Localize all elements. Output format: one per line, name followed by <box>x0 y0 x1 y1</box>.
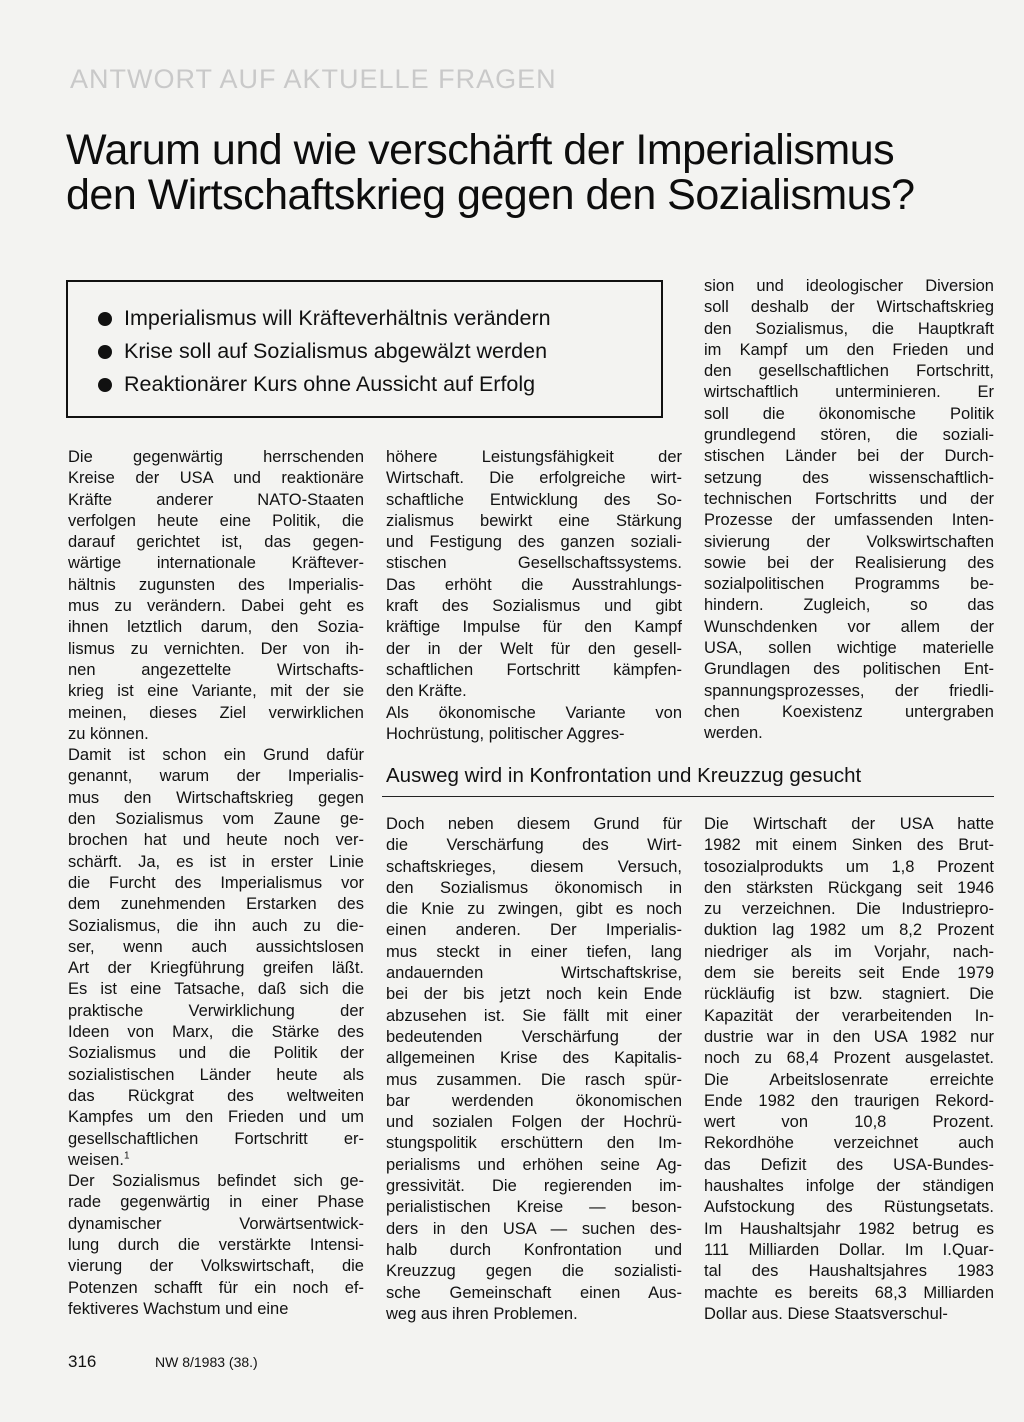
text-line: Kreise der USA und reaktionäre <box>68 469 364 488</box>
summary-item-text: Reaktionärer Kurs ohne Aussicht auf Erfolg <box>124 372 536 396</box>
text-line: Als ökonomische Variante von <box>386 703 682 722</box>
text-line: meinen, dieses Ziel verwirklichen <box>68 703 364 722</box>
text-line: Im Haushaltsjahr 1982 betrug es <box>704 1219 994 1238</box>
text-line: Doch neben diesem Grund für <box>386 815 682 833</box>
text-line: wärtige internationale Kräftever- <box>68 554 364 573</box>
text-line: Kapazität der verarbeitenden In- <box>704 1006 994 1025</box>
text-line: Der Sozialismus befindet sich ge- <box>68 1172 364 1191</box>
text-line: kräftige Impulse für den Kampf <box>386 618 682 637</box>
text-line: die Knie zu zwingen, gibt es noch <box>386 900 682 919</box>
text-line: ders in den USA — suchen des- <box>386 1219 682 1238</box>
text-line: und Festigung des ganzen soziali- <box>386 533 682 552</box>
text-line: bedeutenden Verschärfung der <box>386 1027 682 1046</box>
summary-item <box>68 368 661 401</box>
text-line: halb durch Konfrontation und <box>386 1240 682 1259</box>
text-line: höhere Leistungsfähigkeit der <box>386 448 682 466</box>
text-line: gesellschaftlichen Fortschritt er- <box>68 1129 364 1148</box>
column-2-top <box>386 447 682 745</box>
text-line: wirtschaftlich unterminieren. Er <box>704 383 994 402</box>
summary-item-text: Krise soll auf Sozialismus abgewälzt werden <box>124 339 548 363</box>
text-line: sivierung der Volkswirtschaften <box>704 532 994 551</box>
text-line: kraft des Sozialismus und gibt <box>386 597 682 616</box>
text-line: im Kampf um den Frieden und <box>704 340 994 359</box>
text-line: sozialistischen Länder heute als <box>68 1065 364 1084</box>
footnote-mark: 1 <box>123 1150 130 1162</box>
text-line: gressivität. Die regierenden im- <box>386 1177 682 1196</box>
text-line: technischen Fortschritts und der <box>704 489 994 508</box>
text-line: Kreuzzug gegen die sozialisti- <box>386 1262 682 1281</box>
text-line: nen angezettelte Wirtschafts- <box>68 660 364 679</box>
text-line: Es ist eine Tatsache, daß sich die <box>68 980 364 999</box>
text-line: machte es bereits 68,3 Milliarden <box>704 1283 994 1302</box>
text-line: dynamischer Vorwärtsentwick- <box>68 1214 364 1233</box>
text-line: den gesellschaftlichen Fortschritt, <box>704 362 994 381</box>
text-line: den Sozialismus, die Hauptkraft <box>704 319 994 338</box>
text-line: das Defizit des USA-Bundes- <box>704 1155 994 1174</box>
text-line: Hochrüstung, politischer Aggres- <box>386 724 625 743</box>
text-line: rade gegenwärtig in einer Phase <box>68 1193 364 1212</box>
column-3-top <box>704 276 994 745</box>
text-line: einen anderen. Der Imperialis- <box>386 921 682 940</box>
text-line: mus den Wirtschaftskrieg gegen <box>68 788 364 807</box>
text-line: Art der Kriegführung greifen läßt. <box>68 959 364 978</box>
column-2-bottom <box>386 814 682 1325</box>
source-citation: NW 8/1983 (38.) <box>155 1354 258 1370</box>
text-line: Das erhöht die Ausstrahlungs- <box>386 575 682 594</box>
text-line: lismus zu vernichten. Der von ih- <box>68 639 364 658</box>
text-line: hindern. Zugleich, so das <box>704 596 994 615</box>
text-line: den Sozialismus vom Zaune ge- <box>68 810 364 829</box>
text-line: sowie bei der Realisierung des <box>704 553 994 572</box>
text-line: den stärksten Rückgang seit 1946 <box>704 878 994 897</box>
text-line: Die gegenwärtig herrschenden <box>68 448 364 466</box>
text-line: Sozialismus, die ihn auch zu die- <box>68 916 364 935</box>
summary-item-text: Imperialismus will Kräfteverhältnis verändern <box>124 306 551 330</box>
text-line: duktion lag 1982 um 8,2 Prozent <box>704 921 994 940</box>
text-line: dem sie bereits seit Ende 1979 <box>704 964 994 983</box>
text-line: Rekordhöhe verzeichnet auch <box>704 1134 994 1153</box>
text-line: haushaltes infolge der ständigen <box>704 1177 994 1196</box>
text-line: perialistischen Kreise — beson- <box>386 1198 682 1217</box>
text-line: bei der bis jetzt noch kein Ende <box>386 985 682 1004</box>
text-line: krieg ist eine Variante, mit der sie <box>68 682 364 701</box>
text-line: weg aus ihren Problemen. <box>386 1304 578 1323</box>
section-kicker: ANTWORT AUF AKTUELLE FRAGEN <box>70 64 557 94</box>
title-line-2: den Wirtschaftskrieg gegen den Sozialismus? <box>66 171 915 219</box>
summary-item <box>68 335 661 368</box>
text-line: Die Arbeitslosenrate erreichte <box>704 1070 994 1089</box>
text-line: Die Wirtschaft der USA hatte <box>704 815 994 833</box>
text-line: Wirtschaft. Die erfolgreiche wirt- <box>386 469 682 488</box>
text-line: rückläufig ist bzw. stagniert. Die <box>704 985 994 1004</box>
text-line: die Verschärfung des Wirt- <box>386 836 682 855</box>
title-line-1: Warum und wie verschärft der Imperialismus <box>66 126 895 174</box>
text-line: genannt, warum der Imperialis- <box>68 767 364 786</box>
text-line: Ende 1982 den traurigen Rekord- <box>704 1091 994 1110</box>
bullet-icon <box>98 345 112 359</box>
text-line: werden. <box>704 724 763 743</box>
text-line: bar werdenden ökonomischen <box>386 1091 682 1110</box>
text-line: den Sozialismus ökonomisch in <box>386 878 682 897</box>
bullet-icon <box>98 378 112 392</box>
text-line: den Kräfte. <box>386 682 467 701</box>
text-line: das Rückgrat des weltweiten <box>68 1086 364 1105</box>
text-line: USA, sollen wichtige materielle <box>704 639 994 658</box>
text-line: niedriger als im Vorjahr, nach- <box>704 942 994 961</box>
subhead-rule <box>382 796 994 797</box>
text-line: Kampfes um den Frieden und um <box>68 1108 364 1127</box>
text-line: tosozialprodukts um 1,8 Prozent <box>704 857 994 876</box>
bullet-icon <box>98 312 112 326</box>
text-line: Dollar aus. Diese Staatsverschul- <box>704 1304 948 1323</box>
text-line: zu verzeichnen. Die Industriepro- <box>704 900 994 919</box>
text-line: Potenzen schafft für ein noch ef- <box>68 1278 364 1297</box>
text-line: wert von 10,8 Prozent. <box>704 1113 994 1132</box>
text-line: setzung des wissenschaftlich- <box>704 468 994 487</box>
text-line: praktische Verwirklichung der <box>68 1001 364 1020</box>
text-line: dem zunehmenden Erstarken des <box>68 895 364 914</box>
text-line: abzusehen ist. Sie fällt mit einer <box>386 1006 682 1025</box>
article-title <box>66 128 996 218</box>
text-line: lung durch die verstärkte Intensi- <box>68 1235 364 1254</box>
text-line: schaftskrieges, diesem Versuch, <box>386 857 682 876</box>
section-subhead: Ausweg wird in Konfrontation und Kreuzzug gesucht <box>386 764 862 787</box>
text-line: fektiveres Wachstum und eine <box>68 1299 289 1318</box>
text-line: soll die ökonomische Politik <box>704 404 994 423</box>
text-line: stungspolitik erschüttern den Im- <box>386 1134 682 1153</box>
text-line: stischen Länder bei der Durch- <box>704 447 994 466</box>
text-line: Sozialismus und die Politik der <box>68 1044 364 1063</box>
text-line: Aufstockung des Rüstungsetats. <box>704 1198 994 1217</box>
text-line: grundlegend stören, die soziali- <box>704 426 994 445</box>
text-line: Prozesse der umfassenden Inten- <box>704 511 994 530</box>
text-line: zu können. <box>68 724 149 743</box>
text-line: soll deshalb der Wirtschaftskrieg <box>704 298 994 317</box>
column-1 <box>68 447 364 1320</box>
text-line: Grundlagen des politischen Ent- <box>704 660 994 679</box>
column-3-bottom <box>704 814 994 1325</box>
text-line: mus steckt in einer tiefen, lang <box>386 942 682 961</box>
text-line: tal des Haushaltsjahres 1983 <box>704 1262 994 1281</box>
text-line: brochen hat und heute noch ver- <box>68 831 364 850</box>
text-line: Kräfte anderer NATO-Staaten <box>68 490 364 509</box>
text-line: mus zu verändern. Dabei geht es <box>68 597 364 616</box>
text-line: sion und ideologischer Diversion <box>704 277 994 295</box>
text-line: sche Gemeinschaft einen Aus- <box>386 1283 682 1302</box>
text-line: ihnen letztlich darum, den Sozia- <box>68 618 364 637</box>
text-line: schaftliche Entwicklung des So- <box>386 490 682 509</box>
text-line: und sozialen Folgen der Hochrü- <box>386 1113 682 1132</box>
text-line: noch zu 68,4 Prozent ausgelastet. <box>704 1049 994 1068</box>
text-line: mus zusammen. Die rasch spür- <box>386 1070 682 1089</box>
page-number: 316 <box>68 1352 97 1371</box>
text-line: 111 Milliarden Dollar. Im I.Quar- <box>704 1240 994 1259</box>
text-line: schärft. Ja, es ist in erster Linie <box>68 852 364 871</box>
text-line: hältnis zugunsten des Imperialis- <box>68 575 364 594</box>
text-line: sozialpolitischen Programms be- <box>704 575 994 594</box>
text-line: perialisms und erhöhen seine Ag- <box>386 1155 682 1174</box>
text-line: zialismus bewirkt eine Stärkung <box>386 511 682 530</box>
text-line: Ideen von Marx, die Stärke des <box>68 1023 364 1042</box>
text-line: schaftlichen Fortschritt kämpfen- <box>386 660 682 679</box>
text-line: 1982 mit einem Sinken des Brut- <box>704 836 994 855</box>
text-line: Wunschdenken vor allem der <box>704 617 994 636</box>
text-line: verfolgen heute eine Politik, die <box>68 511 364 530</box>
text-line: chen Koexistenz untergraben <box>704 702 994 721</box>
text-line: Damit ist schon ein Grund dafür <box>68 746 364 765</box>
text-line: weisen.$^1$ <box>68 1150 130 1169</box>
text-line: die Furcht des Imperialismus vor <box>68 873 364 892</box>
text-line: vierung der Volkswirtschaft, die <box>68 1257 364 1276</box>
text-line: der in der Welt für den gesell- <box>386 639 682 658</box>
text-line: dustrie war in den USA 1982 nur <box>704 1027 994 1046</box>
text-line: andauernden Wirtschaftskrise, <box>386 964 682 983</box>
text-line: darauf gerichtet ist, das gegen- <box>68 533 364 552</box>
text-line: spannungsprozesses, der friedli- <box>704 681 994 700</box>
text-line: ser, wenn auch aussichtslosen <box>68 937 364 956</box>
text-line: allgemeinen Krise des Kapitalis- <box>386 1049 682 1068</box>
summary-item <box>68 302 661 335</box>
text-line: stischen Gesellschaftssystems. <box>386 554 682 573</box>
summary-box <box>66 280 663 418</box>
